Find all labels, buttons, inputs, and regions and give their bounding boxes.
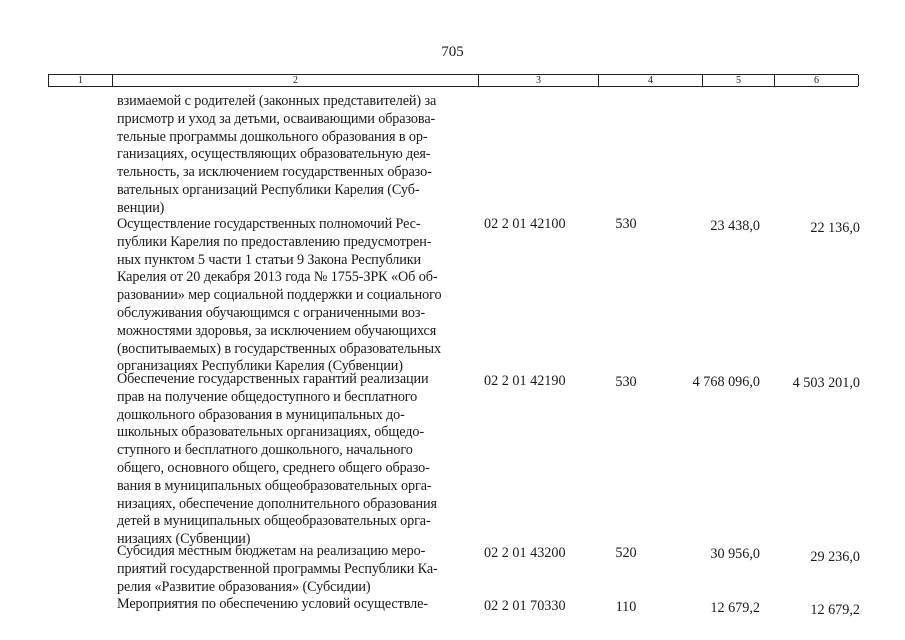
header-col-5: 5 [703,75,775,86]
header-col-2: 2 [113,75,479,86]
row-description: Мероприятия по обеспечению условий осуществле- [117,596,428,612]
row-type: 110 [615,599,637,615]
row-type: 530 [615,216,637,232]
row-value-2: 22 136,0 [810,220,860,236]
row-value-2: 29 236,0 [810,549,860,565]
row-code: 02 2 01 70330 [484,598,566,614]
row-code: 02 2 01 42190 [484,373,566,389]
row-description: Обеспечение государственных гарантий реализации прав на получение общедоступного и бесплатного дошкольного образования в муниципальных до- школьных образовательных организациях, общедо- ступного и бесплатного дошкольного, начального общего, основного общего, среднего общего образо- вания в муниципальных общеобразовательных орга- низациях, обеспечение дополнительного образования детей в муниципальных общеобразовательных орга- низациях (Субвенции) [117,371,437,548]
row-code: 02 2 01 42100 [484,216,566,232]
header-col-1: 1 [49,75,113,86]
row-type: 530 [615,374,637,390]
row-value-2: 4 503 201,0 [792,375,860,391]
row-description: взимаемой с родителей (законных представителей) за присмотр и уход за детьми, осваивающими образова- тельные программы дошкольного образования в ор- ганизациях, осуществляющих образовательную дея- тельность, за исключением государственных образо- вательных организаций Республики Карелия (Суб- венции) [117,93,437,216]
table-header [48,74,858,87]
page-number: 705 [441,44,464,60]
row-value-1: 4 768 096,0 [692,374,760,390]
row-value-1: 12 679,2 [710,600,760,616]
row-description: Осуществление государственных полномочий Рес- публики Карелия по предоставлению предусмотрен- ных пунктом 5 части 1 статьи 9 Закона Республики Карелия от 20 декабря 2013 года № 1755-ЗРК «Об об- разовании» мер социальной поддержки и социального обслуживания обучающимся с ограниченными воз- можностями здоровья, за исключением обучающихся (воспитываемых) в государственных образовательных организациях Республики Карелия (Субвенции) [117,216,442,375]
row-type: 520 [615,545,637,561]
row-value-1: 23 438,0 [710,218,760,234]
row-description: Субсидия местным бюджетам на реализацию меро- приятий государственной программы Республики Ка- релия «Развитие образования» (Субсидии) [117,543,438,595]
header-col-6: 6 [775,75,859,86]
header-col-4: 4 [599,75,703,86]
row-value-1: 30 956,0 [710,546,760,562]
row-value-2: 12 679,2 [810,602,860,618]
row-code: 02 2 01 43200 [484,545,566,561]
header-col-3: 3 [479,75,599,86]
